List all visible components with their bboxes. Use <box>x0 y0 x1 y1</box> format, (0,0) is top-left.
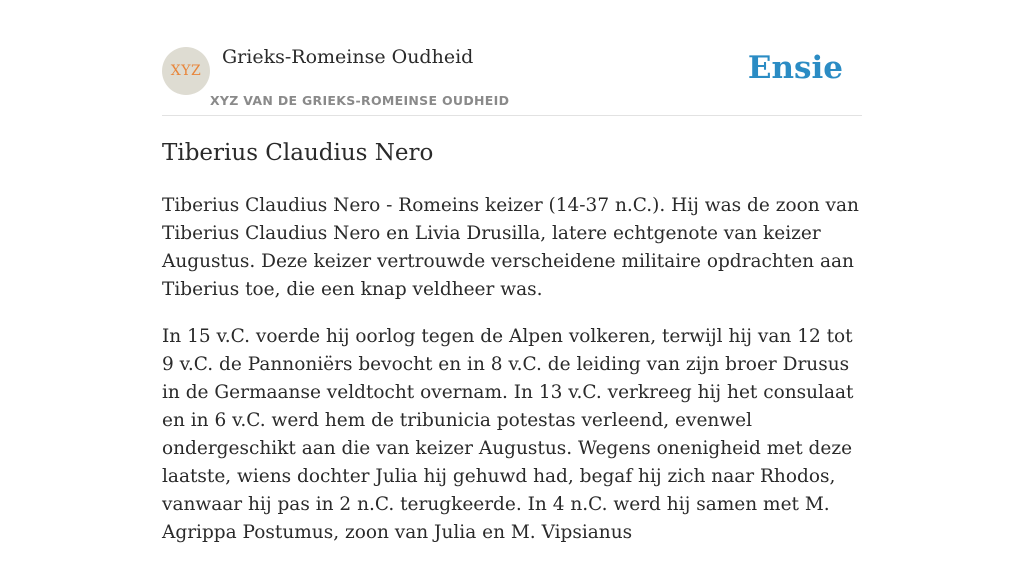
article-paragraph: In 15 v.C. voerde hij oorlog tegen de Alpen volkeren, terwijl hij van 12 tot 9 v.C. de Pannoniërs bevocht en in 8 v.C. de leiding van zijn broer Drusus in de Germaanse veldtocht overnam. In 13 v.C. verkreeg hij het consulaat en in 6 v.C. werd hem de tribunicia potestas verleend, evenwel ondergeschikt aan die van keizer Augustus. Wegens onenigheid met deze laatste, wiens dochter Julia hij gehuwd had, begaf hij zich naar Rhodos, vanwaar hij pas in 2 n.C. terugkeerde. In 4 n.C. werd hij samen met M. Agrippa Postumus, zoon van Julia en M. Vipsianus <box>162 326 854 543</box>
article-body <box>162 192 862 566</box>
page-title: Tiberius Claudius Nero <box>162 140 434 166</box>
dictionary-avatar[interactable] <box>162 47 210 95</box>
dictionary-subtitle[interactable]: XYZ VAN DE GRIEKS-ROMEINSE OUDHEID <box>210 93 510 108</box>
avatar-text: XYZ <box>170 63 202 79</box>
dictionary-title[interactable]: Grieks-Romeinse Oudheid <box>222 46 474 68</box>
article-paragraph: Tiberius Claudius Nero - Romeins keizer (14-37 n.C.). Hij was de zoon van Tiberius Claudius Nero en Livia Drusilla, latere echtgenote van keizer Augustus. Deze keizer vertrouwde verscheidene militaire opdrachten aan Tiberius toe, die een knap veldheer was. <box>162 195 859 300</box>
brand-logo[interactable]: Ensie <box>747 50 843 86</box>
header-divider <box>162 115 862 116</box>
